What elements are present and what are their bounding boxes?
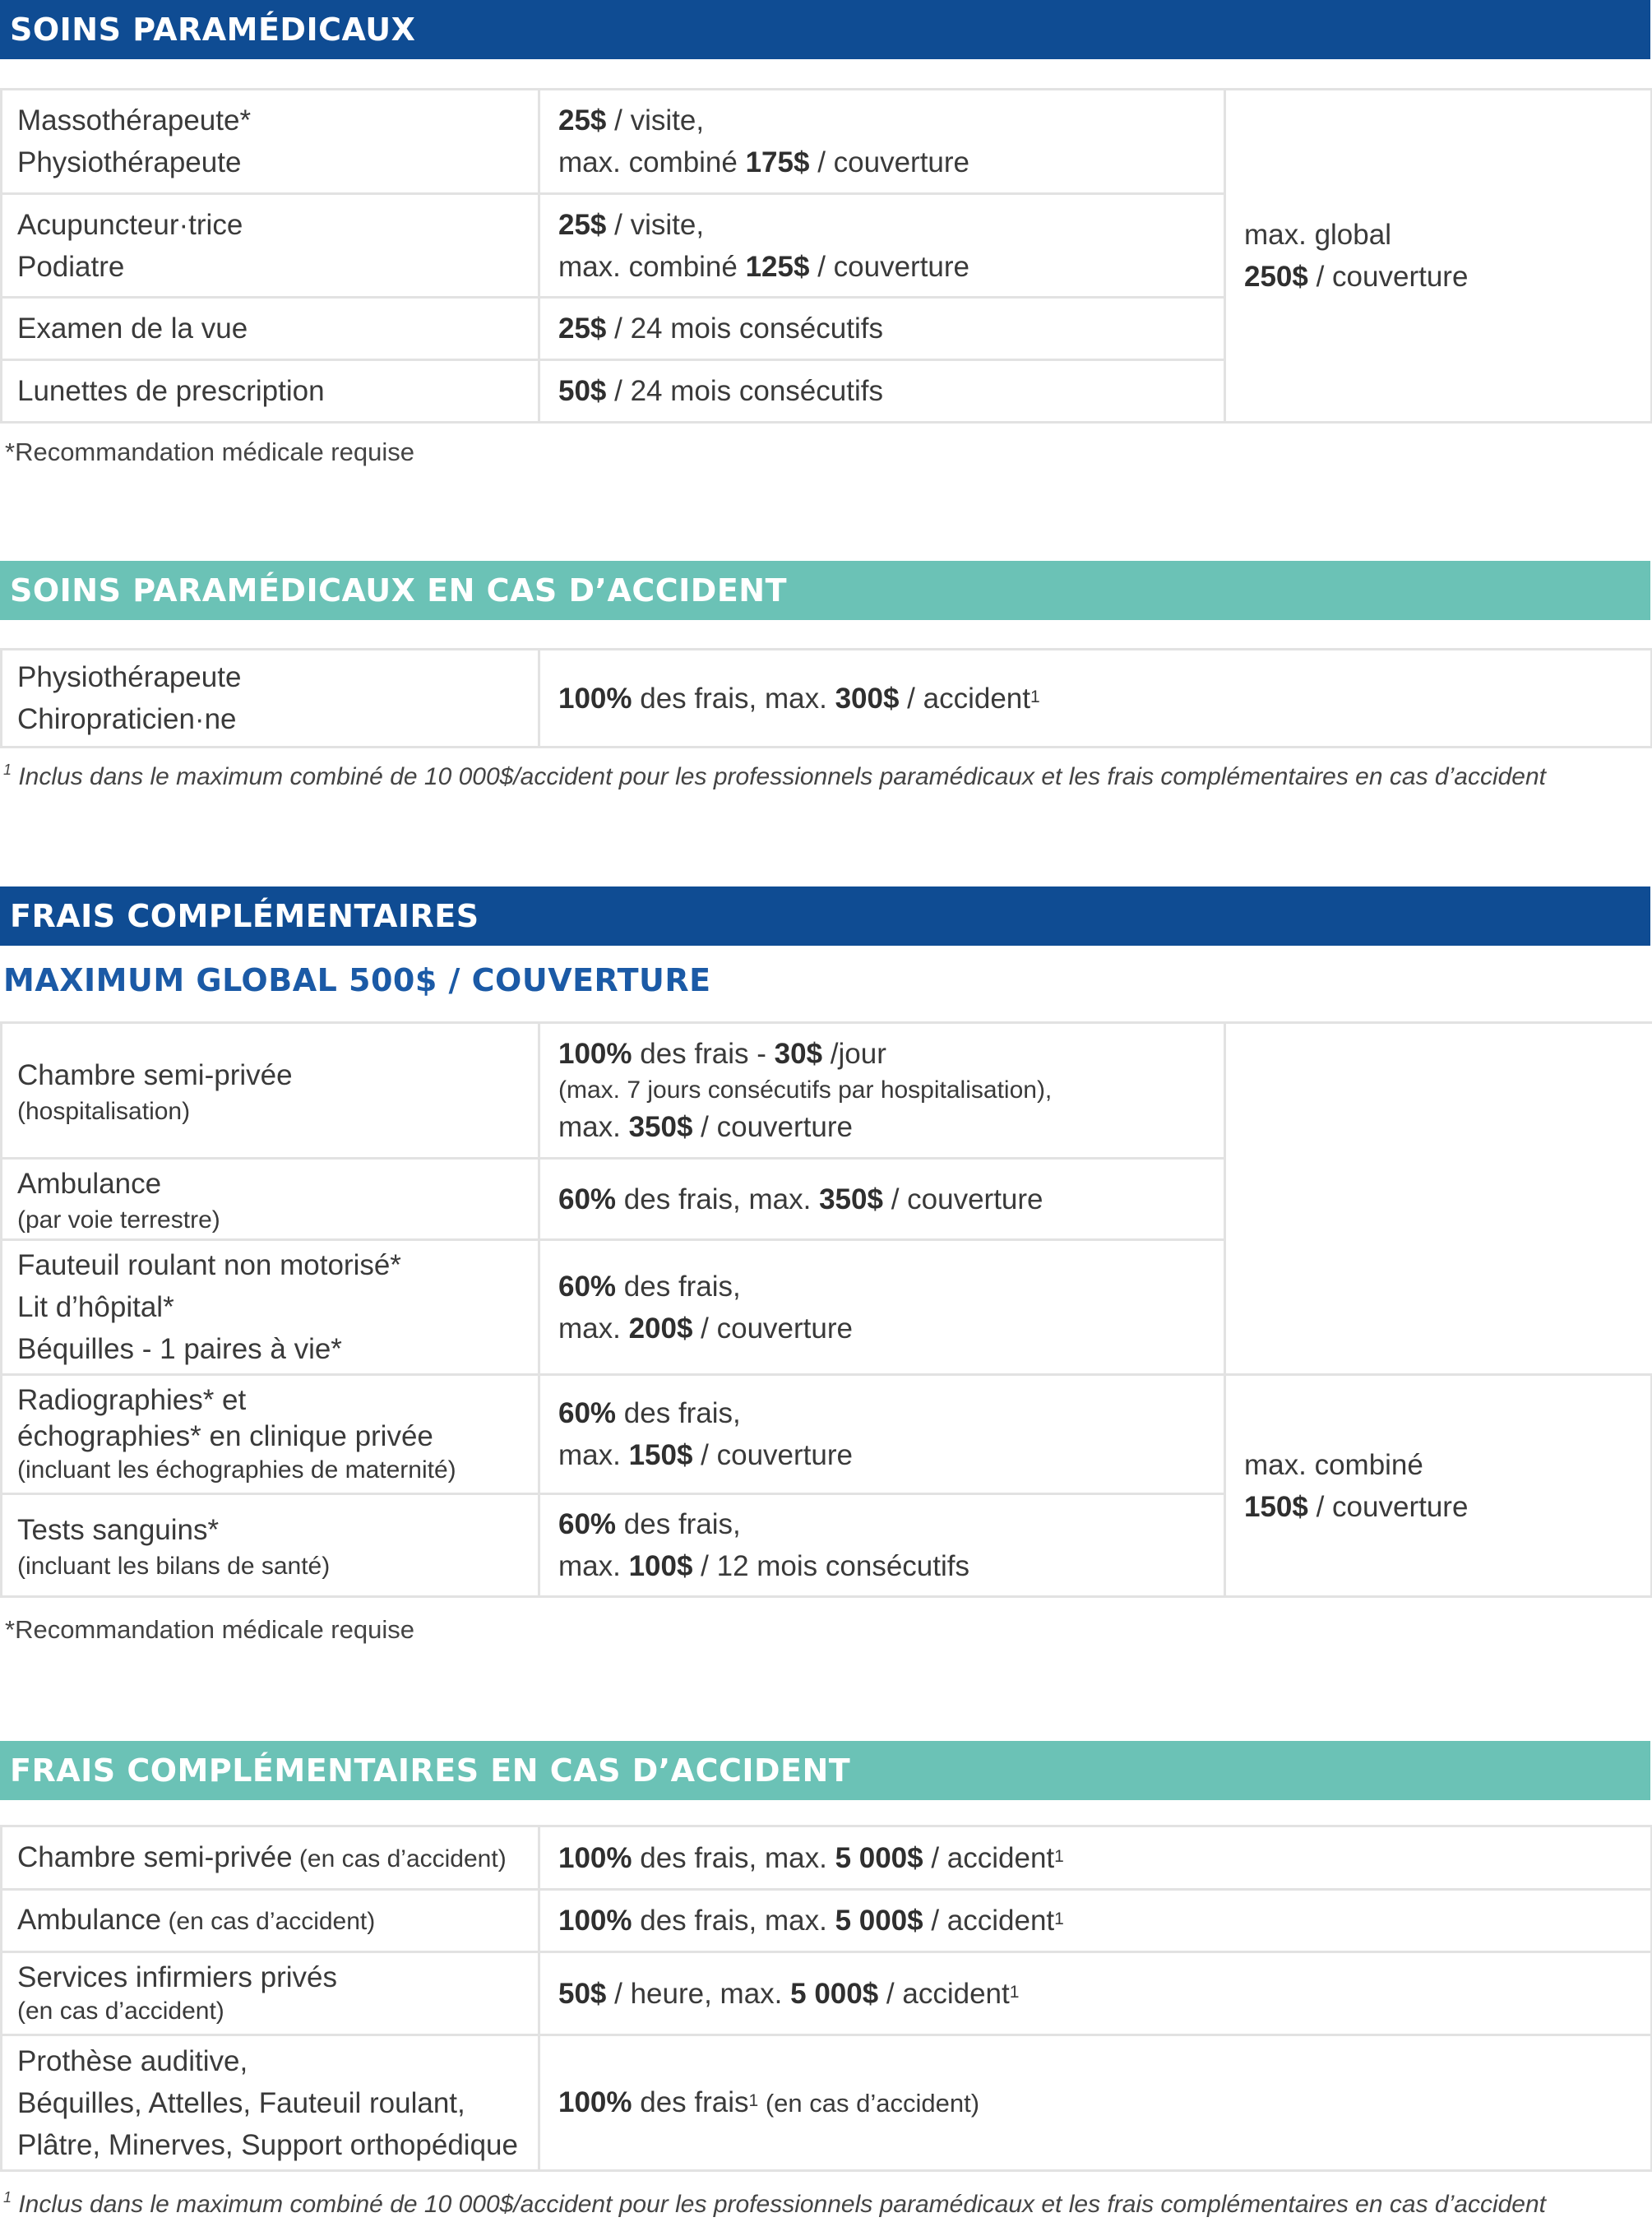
soins-accident-table: [0, 648, 1652, 748]
empty-cell: [1225, 1023, 1652, 1375]
benefit-label: Physiothérapeute Chiropraticien·ne: [2, 650, 539, 748]
section-subtitle: MAXIMUM GLOBAL 500$ / COUVERTURE: [3, 962, 711, 998]
benefit-label: Radiographies* et échographies* en clinique privée (incluant les échographies de maternité): [2, 1375, 539, 1494]
benefit-label: Lunettes de prescription: [2, 360, 539, 423]
benefit-label: Ambulance (par voie terrestre): [2, 1159, 539, 1240]
benefit-value: 60% des frais, max. 100$ / 12 mois consécutifs: [539, 1494, 1225, 1597]
footnote: *Recommandation médicale requise: [5, 1615, 414, 1644]
benefit-label: Tests sanguins* (incluant les bilans de santé): [2, 1494, 539, 1597]
benefit-label: Acupuncteur·trice Podiatre: [2, 194, 539, 298]
section-header-soins-paramedicaux: SOINS PARAMÉDICAUX: [0, 0, 1650, 59]
benefit-label: Services infirmiers privés (en cas d’accident): [2, 1952, 539, 2035]
table-row: [2, 1952, 1652, 2035]
benefit-label: Ambulance (en cas d’accident): [2, 1890, 539, 1952]
benefit-value: 50$ / 24 mois consécutifs: [539, 360, 1225, 423]
frais-complementaires-table: [0, 1021, 1652, 1598]
benefit-value: 25$ / visite, max. combiné 125$ / couverture: [539, 194, 1225, 298]
footnote: $^1$ Inclus dans le maximum combiné de 10 000$/accident pour les professionnels paramédicaux et les frais complémentaires en cas d’accident: [3, 2189, 1546, 2218]
benefit-value: 100% des frais, max. 5 000$ / accident$^1$: [539, 1826, 1652, 1890]
global-max-cell: max. global 250$ / couverture: [1225, 90, 1652, 423]
section-header-soins-accident: SOINS PARAMÉDICAUX EN CAS D’ACCIDENT: [0, 561, 1650, 620]
benefit-value: 100% des frais - 30$ /jour (max. 7 jours consécutifs par hospitalisation), max. 350$ / couverture: [539, 1023, 1225, 1159]
benefit-label: Prothèse auditive, Béquilles, Attelles, Fauteuil roulant, Plâtre, Minerves, Support orthopédique: [2, 2035, 539, 2171]
table-row: [2, 650, 1652, 748]
benefit-value: 100% des frais, max. 5 000$ / accident$^1$: [539, 1890, 1652, 1952]
benefit-value: 100% des frais, max. 300$ / accident$^1$: [539, 650, 1652, 748]
table-row: [2, 1023, 1652, 1159]
benefit-value: 25$ / 24 mois consécutifs: [539, 298, 1225, 360]
benefit-label: Examen de la vue: [2, 298, 539, 360]
benefit-value: 60% des frais, max. 350$ / couverture: [539, 1159, 1225, 1240]
table-row: [2, 1890, 1652, 1952]
benefit-value: 60% des frais, max. 150$ / couverture: [539, 1375, 1225, 1494]
footnote: $^1$ Inclus dans le maximum combiné de 10 000$/accident pour les professionnels paramédicaux et les frais complémentaires en cas d’accident: [3, 761, 1546, 790]
table-row: [2, 2035, 1652, 2171]
combined-max-cell: max. combiné 150$ / couverture: [1225, 1375, 1652, 1597]
footnote: *Recommandation médicale requise: [5, 437, 414, 466]
benefit-value: 50$ / heure, max. 5 000$ / accident$^1$: [539, 1952, 1652, 2035]
frais-accident-table: [0, 1825, 1652, 2172]
benefit-label: Chambre semi-privée (hospitalisation): [2, 1023, 539, 1159]
section-header-frais-accident: FRAIS COMPLÉMENTAIRES EN CAS D’ACCIDENT: [0, 1741, 1650, 1800]
benefit-label: Fauteuil roulant non motorisé* Lit d’hôpital* Béquilles - 1 paires à vie*: [2, 1240, 539, 1375]
table-row: [2, 1375, 1652, 1494]
benefit-label: Massothérapeute* Physiothérapeute: [2, 90, 539, 194]
table-row: [2, 1826, 1652, 1890]
benefit-value: 100% des frais$^1$ (en cas d’accident): [539, 2035, 1652, 2171]
soins-paramedicaux-table: [0, 88, 1652, 424]
benefit-value: 60% des frais, max. 200$ / couverture: [539, 1240, 1225, 1375]
benefit-label: Chambre semi-privée (en cas d’accident): [2, 1826, 539, 1890]
section-header-frais-complementaires: FRAIS COMPLÉMENTAIRES: [0, 886, 1650, 946]
benefit-value: 25$ / visite, max. combiné 175$ / couverture: [539, 90, 1225, 194]
table-row: [2, 90, 1652, 194]
